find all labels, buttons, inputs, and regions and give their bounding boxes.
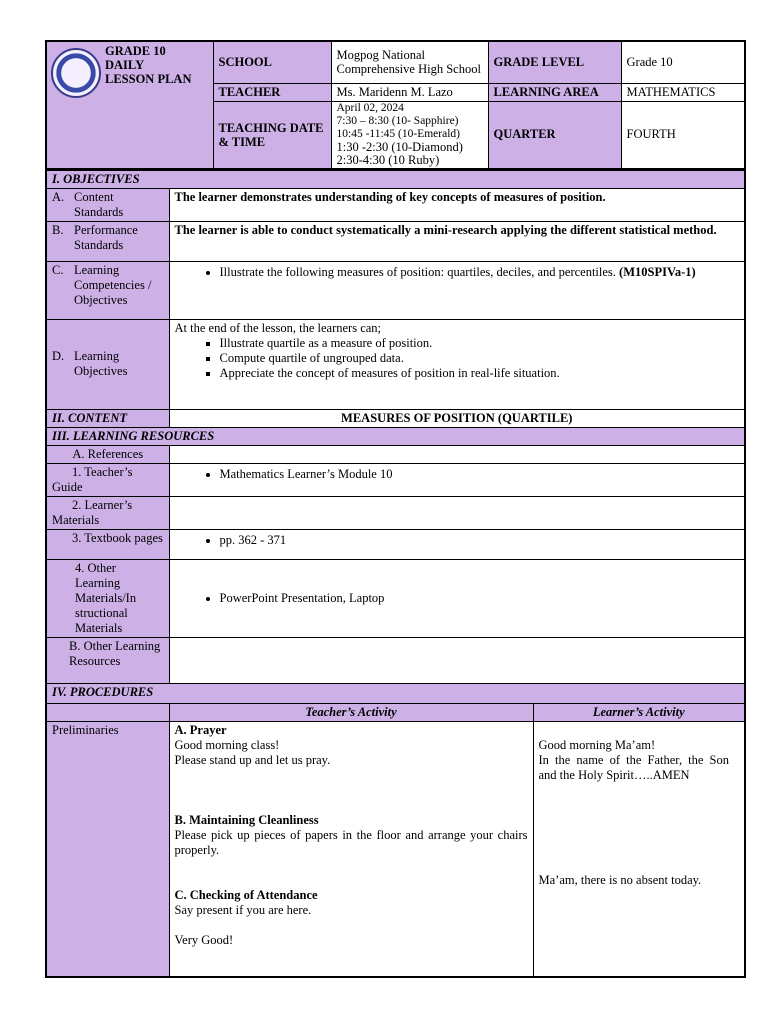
learning-objectives-label: D. Learning Objectives [46, 319, 169, 409]
schedule-ruby: 2:30-4:30 (10 Ruby) [336, 152, 440, 167]
preliminaries-label: Preliminaries [46, 721, 169, 977]
content-standards-label: A. Content Standards [46, 188, 169, 221]
title-cell [46, 41, 213, 169]
deped-seal-icon [51, 48, 101, 98]
attendance-teacher-line: Very Good! [174, 932, 234, 947]
learning-area-value: MATHEMATICS [621, 83, 745, 101]
textbook-pages-label: 3. Textbook pages [46, 529, 169, 559]
other-materials-value: • PowerPoint Presentation, Laptop [169, 559, 745, 637]
schedule-emerald: 10:45 -11:45 (10-Emerald) [336, 127, 460, 140]
textbook-pages-value: • pp. 362 - 371 [169, 529, 745, 559]
prayer-teacher-line: Please stand up and let us pray. [174, 752, 331, 767]
prayer-title: A. Prayer [174, 722, 227, 737]
schedule-diamond: 1:30 -2:30 (10-Diamond) [336, 139, 463, 154]
plan-title: GRADE 10 DAILY LESSON PLAN [105, 44, 192, 86]
procedures-blank-cell [46, 703, 169, 721]
header-table [45, 40, 746, 170]
teachers-guide-value: • Mathematics Learner’s Module 10 [169, 463, 745, 496]
competency-code: (M10SPIVa-1) [619, 264, 696, 279]
cleanliness-teacher-line: Please pick up pieces of papers in the floor and arrange your chairs properly. [174, 827, 528, 857]
competencies-text: • Illustrate the following measures of position: quartiles, deciles, and percentiles. (M10SPIVa-1) [169, 261, 745, 319]
letter-c: C. [52, 262, 64, 277]
learner-activity-heading: Learner’s Activity [533, 703, 745, 721]
cleanliness-title: B. Maintaining Cleanliness [174, 812, 319, 827]
teacher-label: TEACHER [213, 83, 331, 101]
learning-objectives-text [169, 319, 745, 409]
references-value [169, 445, 745, 463]
other-resources-value [169, 637, 745, 683]
other-materials-label: 4. Other Learning Materials/In structional Materials [46, 559, 169, 637]
other-resources-label: B. Other Learning Resources [46, 637, 169, 683]
schedule-sapphire: 7:30 – 8:30 (10- Sapphire) [336, 114, 459, 127]
performance-standards-text: The learner is able to conduct systematically a mini-research applying the different statistical method. [169, 221, 745, 261]
objectives-intro: At the end of the lesson, the learners can; [174, 320, 382, 335]
procedures-heading: IV. PROCEDURES [46, 683, 745, 703]
performance-standards-label: B. Performance Standards [46, 221, 169, 261]
content-standards-text: The learner demonstrates understanding of key concepts of measures of position. [169, 188, 745, 221]
learning-area-label: LEARNING AREA [488, 83, 621, 101]
body-table [45, 170, 746, 979]
prayer-learner-line: In the name of the Father, the Son and the Holy Spirit…..AMEN [538, 752, 730, 782]
teacher-value: Ms. Maridenn M. Lazo [331, 83, 488, 101]
learner-activity-cell [533, 721, 745, 977]
letter-b: B. [52, 222, 64, 237]
school-value: Mogpog National Comprehensive High School [331, 41, 488, 83]
objectives-heading: I. OBJECTIVES [46, 170, 745, 188]
attendance-teacher-line: Say present if you are here. [174, 902, 312, 917]
date-time-label: TEACHING DATE & TIME [213, 101, 331, 169]
attendance-title: C. Checking of Attendance [174, 887, 318, 902]
teachers-guide-label: 1. Teacher’s Guide [46, 463, 169, 496]
objective-item: ▪ Compute quartile of ungrouped data. [220, 351, 740, 366]
grade-level-value: Grade 10 [621, 41, 745, 83]
prayer-teacher-line: Good morning class! [174, 737, 280, 752]
teacher-activity-heading: Teacher’s Activity [169, 703, 533, 721]
resources-heading: III. LEARNING RESOURCES [46, 427, 745, 445]
grade-level-label: GRADE LEVEL [488, 41, 621, 83]
letter-d: D. [52, 349, 65, 363]
references-label: A. References [46, 445, 169, 463]
learners-materials-value [169, 496, 745, 529]
date-line: April 02, 2024 [336, 101, 404, 114]
lesson-plan-page [45, 40, 744, 978]
objective-item: ▪ Appreciate the concept of measures of position in real-life situation. [220, 366, 740, 381]
quarter-value: FOURTH [621, 101, 745, 169]
teacher-activity-cell [169, 721, 533, 977]
prayer-learner-line: Good morning Ma’am! [538, 737, 656, 752]
content-value: MEASURES OF POSITION (QUARTILE) [169, 409, 745, 427]
letter-a: A. [52, 189, 65, 204]
date-time-value [331, 101, 488, 169]
attendance-learner-line: Ma’am, there is no absent today. [538, 872, 702, 887]
quarter-label: QUARTER [488, 101, 621, 169]
learners-materials-label: 2. Learner’s Materials [46, 496, 169, 529]
competencies-label: C. Learning Competencies / Objectives [46, 261, 169, 319]
school-label: SCHOOL [213, 41, 331, 83]
content-heading: II. CONTENT [46, 409, 169, 427]
objective-item: ▪ Illustrate quartile as a measure of position. [220, 336, 740, 351]
